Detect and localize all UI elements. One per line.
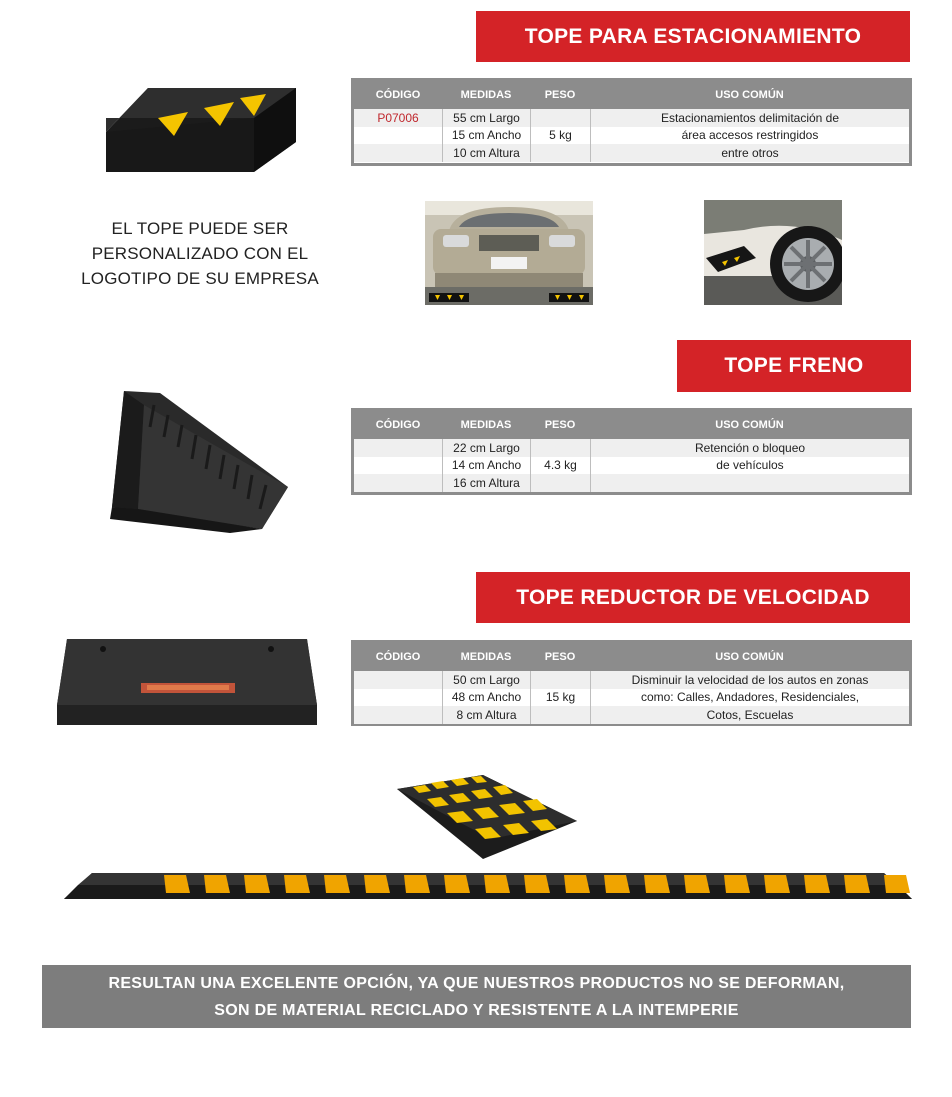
cell-codigo: [354, 439, 442, 457]
reflector-stripe: [444, 875, 470, 893]
footer-banner: [42, 965, 911, 1028]
col-medidas: MEDIDAS: [460, 651, 512, 663]
cell-codigo: [354, 127, 442, 145]
table-row: [354, 144, 909, 162]
footer-line-2: SON DE MATERIAL RECICLADO Y RESISTENTE A LA INTEMPERIE: [214, 1001, 739, 1019]
table-row: [354, 439, 909, 457]
cell-uso: [590, 474, 909, 492]
col-uso: USO COMÚN: [715, 419, 784, 431]
car-wheel-photo: [704, 200, 842, 305]
banner-tope-reductor: TOPE REDUCTOR DE VELOCIDAD: [476, 572, 910, 623]
cell-medidas: 50 cm Largo: [442, 671, 530, 689]
reflector-stripe: [284, 875, 310, 893]
reflector-stripe: [844, 875, 870, 893]
table-header: [354, 81, 909, 109]
cell-codigo: [354, 671, 442, 689]
cell-codigo: [354, 457, 442, 475]
wheel-chock-image: [110, 387, 292, 533]
cell-medidas: 16 cm Altura: [442, 474, 530, 492]
car-front-photo: [425, 201, 593, 305]
cell-peso: [530, 706, 590, 724]
reflector-stripe: [804, 875, 830, 893]
reflector-stripe: [764, 875, 790, 893]
col-uso: USO COMÚN: [715, 89, 784, 101]
table-header: [354, 643, 909, 671]
cell-uso: Disminuir la velocidad de los autos en zonas: [590, 671, 909, 689]
reflector-stripe: [884, 875, 910, 893]
cell-uso: entre otros: [590, 144, 909, 162]
cell-uso: de vehículos: [590, 457, 909, 475]
reflector-stripe: [724, 875, 750, 893]
col-codigo: CÓDIGO: [375, 419, 421, 431]
table-row: [354, 127, 909, 145]
spec-table-estacionamiento: [351, 78, 912, 166]
table-row: [354, 457, 909, 475]
table-row: [354, 474, 909, 492]
speed-reducer-image: [57, 633, 319, 727]
banner-tope-estacionamiento: TOPE PARA ESTACIONAMIENTO: [476, 11, 910, 62]
parking-stop-image: [100, 84, 300, 176]
reflector-stripe: [484, 875, 510, 893]
cell-medidas: 15 cm Ancho: [442, 127, 530, 145]
reflector-stripe: [364, 875, 390, 893]
cell-medidas: 14 cm Ancho: [442, 457, 530, 475]
table-row: [354, 706, 909, 724]
long-speed-bump-image: [64, 865, 912, 903]
footer-line-1: RESULTAN UNA EXCELENTE OPCIÓN, YA QUE NUESTROS PRODUCTOS NO SE DEFORMAN,: [108, 974, 845, 992]
cell-peso: [530, 474, 590, 492]
col-uso: USO COMÚN: [715, 651, 784, 663]
cell-codigo: [354, 689, 442, 707]
custom-logo-note: [80, 216, 320, 291]
cell-uso: Retención o bloqueo: [590, 439, 909, 457]
spec-table-freno: [351, 408, 912, 495]
col-medidas: MEDIDAS: [460, 419, 512, 431]
speed-bump-module-image: [395, 773, 579, 861]
cell-peso: [530, 109, 590, 127]
table-row: [354, 109, 909, 127]
reflector-stripe: [524, 875, 550, 893]
cell-peso: [530, 671, 590, 689]
col-peso: PESO: [544, 89, 576, 101]
reflector-stripe: [684, 875, 710, 893]
cell-codigo: P07006: [377, 110, 419, 125]
reflector-stripe: [324, 875, 350, 893]
reflector-stripe: [244, 875, 270, 893]
table-header: [354, 411, 909, 439]
cell-codigo: [354, 706, 442, 724]
banner-tope-freno: TOPE FRENO: [677, 340, 911, 392]
note-line-1: EL TOPE PUEDE SER: [111, 219, 289, 238]
col-peso: PESO: [544, 419, 576, 431]
spec-table-reductor: [351, 640, 912, 726]
cell-codigo: [354, 144, 442, 162]
cell-peso: 5 kg: [530, 127, 590, 145]
col-medidas: MEDIDAS: [460, 89, 512, 101]
col-codigo: CÓDIGO: [375, 89, 421, 101]
cell-medidas: 48 cm Ancho: [442, 689, 530, 707]
reflector-stripe: [644, 875, 670, 893]
cell-uso: Estacionamientos delimitación de: [590, 109, 909, 127]
reflector-stripe: [604, 875, 630, 893]
col-codigo: CÓDIGO: [375, 651, 421, 663]
reflector-stripe: [164, 875, 190, 893]
cell-medidas: 10 cm Altura: [442, 144, 530, 162]
table-row: [354, 671, 909, 689]
reflector-stripe: [204, 875, 230, 893]
cell-medidas: 55 cm Largo: [442, 109, 530, 127]
cell-peso: 4.3 kg: [530, 457, 590, 475]
reflector-stripe: [564, 875, 590, 893]
cell-peso: 15 kg: [530, 689, 590, 707]
cell-peso: [530, 144, 590, 162]
note-line-3: LOGOTIPO DE SU EMPRESA: [81, 269, 319, 288]
cell-codigo: [354, 474, 442, 492]
cell-uso: Cotos, Escuelas: [590, 706, 909, 724]
note-line-2: PERSONALIZADO CON EL: [91, 244, 309, 263]
cell-uso: como: Calles, Andadores, Residenciales,: [590, 689, 909, 707]
cell-medidas: 22 cm Largo: [442, 439, 530, 457]
cell-peso: [530, 439, 590, 457]
reflector-stripe: [404, 875, 430, 893]
cell-uso: área accesos restringidos: [590, 127, 909, 145]
col-peso: PESO: [544, 651, 576, 663]
cell-medidas: 8 cm Altura: [442, 706, 530, 724]
table-row: [354, 689, 909, 707]
